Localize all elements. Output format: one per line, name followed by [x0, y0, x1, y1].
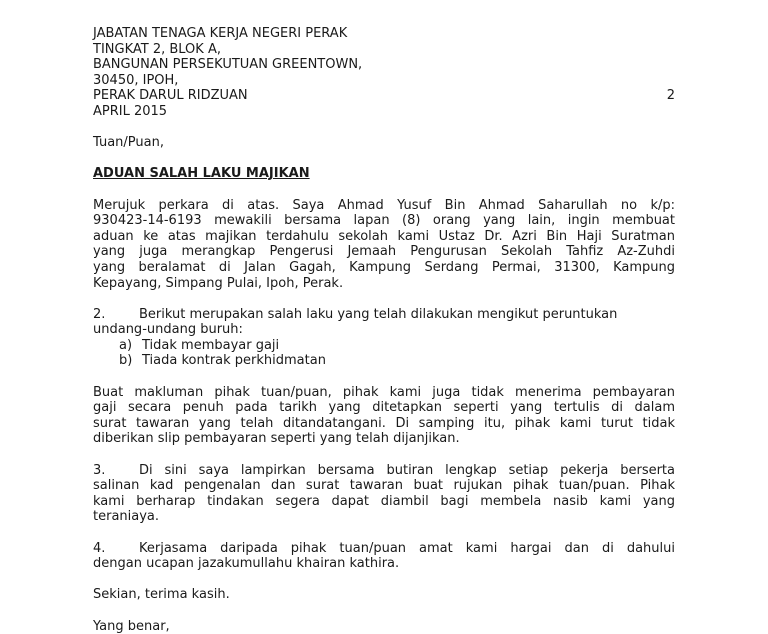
paragraph-line: Buat makluman pihak tuan/puan, pihak kami juga tidak menerima pembayaran: [93, 384, 675, 400]
paragraph-line: teraniaya.: [93, 509, 160, 525]
list-item-text: Tidak membayar gaji: [142, 337, 280, 353]
list-item: [93, 338, 675, 354]
paragraph-3: [93, 385, 675, 447]
closing-line: Sekian, terima kasih.: [93, 587, 230, 603]
letter-subject: ADUAN SALAH LAKU MAJIKAN: [93, 166, 310, 182]
paragraph-line: surat tawaran yang telah ditandatangani. Di samping itu, pihak kami turut tidak: [93, 415, 675, 431]
salutation: Tuan/Puan,: [93, 135, 164, 151]
paragraph-line: [93, 463, 675, 479]
letter-page: [93, 26, 675, 634]
paragraph-line: yang juga merangkap Pengerusi Jemaah Pengurusan Sekolah Tahfiz Az-Zuhdi: [93, 244, 675, 260]
paragraph-text: Di sini saya lampirkan bersama butiran lengkap setiap pekerja berserta: [139, 462, 675, 478]
paragraph-text: Kerjasama daripada pihak tuan/puan amat kami hargai dan di dahului: [139, 540, 675, 556]
address-line: 30450, IPOH,: [93, 72, 179, 88]
letter-date: APRIL 2015: [93, 103, 168, 119]
paragraph-number: 4.: [93, 540, 106, 556]
paragraph-line: [93, 541, 675, 557]
paragraph-4: [93, 463, 675, 525]
paragraph-line: diberikan slip pembayaran seperti yang telah dijanjikan.: [93, 431, 460, 447]
violation-list: [93, 338, 675, 369]
page-number: 2: [666, 88, 675, 104]
address-line: TINGKAT 2, BLOK A,: [93, 41, 221, 57]
list-item: [93, 353, 675, 369]
paragraph-line: yang beralamat di Jalan Gagah, Kampung Serdang Permai, 31300, Kampung: [93, 259, 675, 275]
paragraph-line: salinan kad pengenalan dan surat tawaran buat rujukan pihak tuan/puan. Pihak: [93, 478, 675, 494]
list-marker: b): [119, 353, 133, 369]
paragraph-line: [93, 307, 675, 323]
paragraph-2: [93, 307, 675, 369]
paragraph-line: 930423-14-6193 mewakili bersama lapan (8) orang yang lain, ingin membuat: [93, 213, 675, 229]
paragraph-line: Merujuk perkara di atas. Saya Ahmad Yusuf Bin Ahmad Saharullah no k/p:: [93, 197, 675, 213]
paragraph-1: [93, 198, 675, 292]
address-row-with-page-number: [93, 88, 675, 104]
list-item-text: Tiada kontrak perkhidmatan: [142, 353, 326, 369]
paragraph-line: undang-undang buruh:: [93, 322, 243, 338]
list-marker: a): [119, 337, 133, 353]
paragraph-text: Berikut merupakan salah laku yang telah dilakukan mengikut peruntukan: [139, 306, 618, 322]
paragraph-line: aduan ke atas majikan terdahulu sekolah kami Ustaz Dr. Azri Bin Haji Suratman: [93, 228, 675, 244]
paragraph-line: kami berharap tindakan segera dapat diambil bagi membela nasib kami yang: [93, 493, 675, 509]
recipient-address: [93, 26, 675, 120]
paragraph-line: Kepayang, Simpang Pulai, Ipoh, Perak.: [93, 275, 344, 291]
sign-off: Yang benar,: [93, 618, 170, 634]
address-line: JABATAN TENAGA KERJA NEGERI PERAK: [93, 26, 348, 41]
paragraph-5: [93, 541, 675, 572]
paragraph-line: gaji secara penuh pada tarikh yang ditetapkan seperti yang tertulis di dalam: [93, 400, 675, 416]
paragraph-number: 2.: [93, 306, 106, 322]
address-line: BANGUNAN PERSEKUTUAN GREENTOWN,: [93, 57, 363, 73]
paragraph-number: 3.: [93, 462, 106, 478]
address-line: PERAK DARUL RIDZUAN: [93, 88, 248, 104]
paragraph-line: dengan ucapan jazakumullahu khairan kathira.: [93, 556, 400, 572]
